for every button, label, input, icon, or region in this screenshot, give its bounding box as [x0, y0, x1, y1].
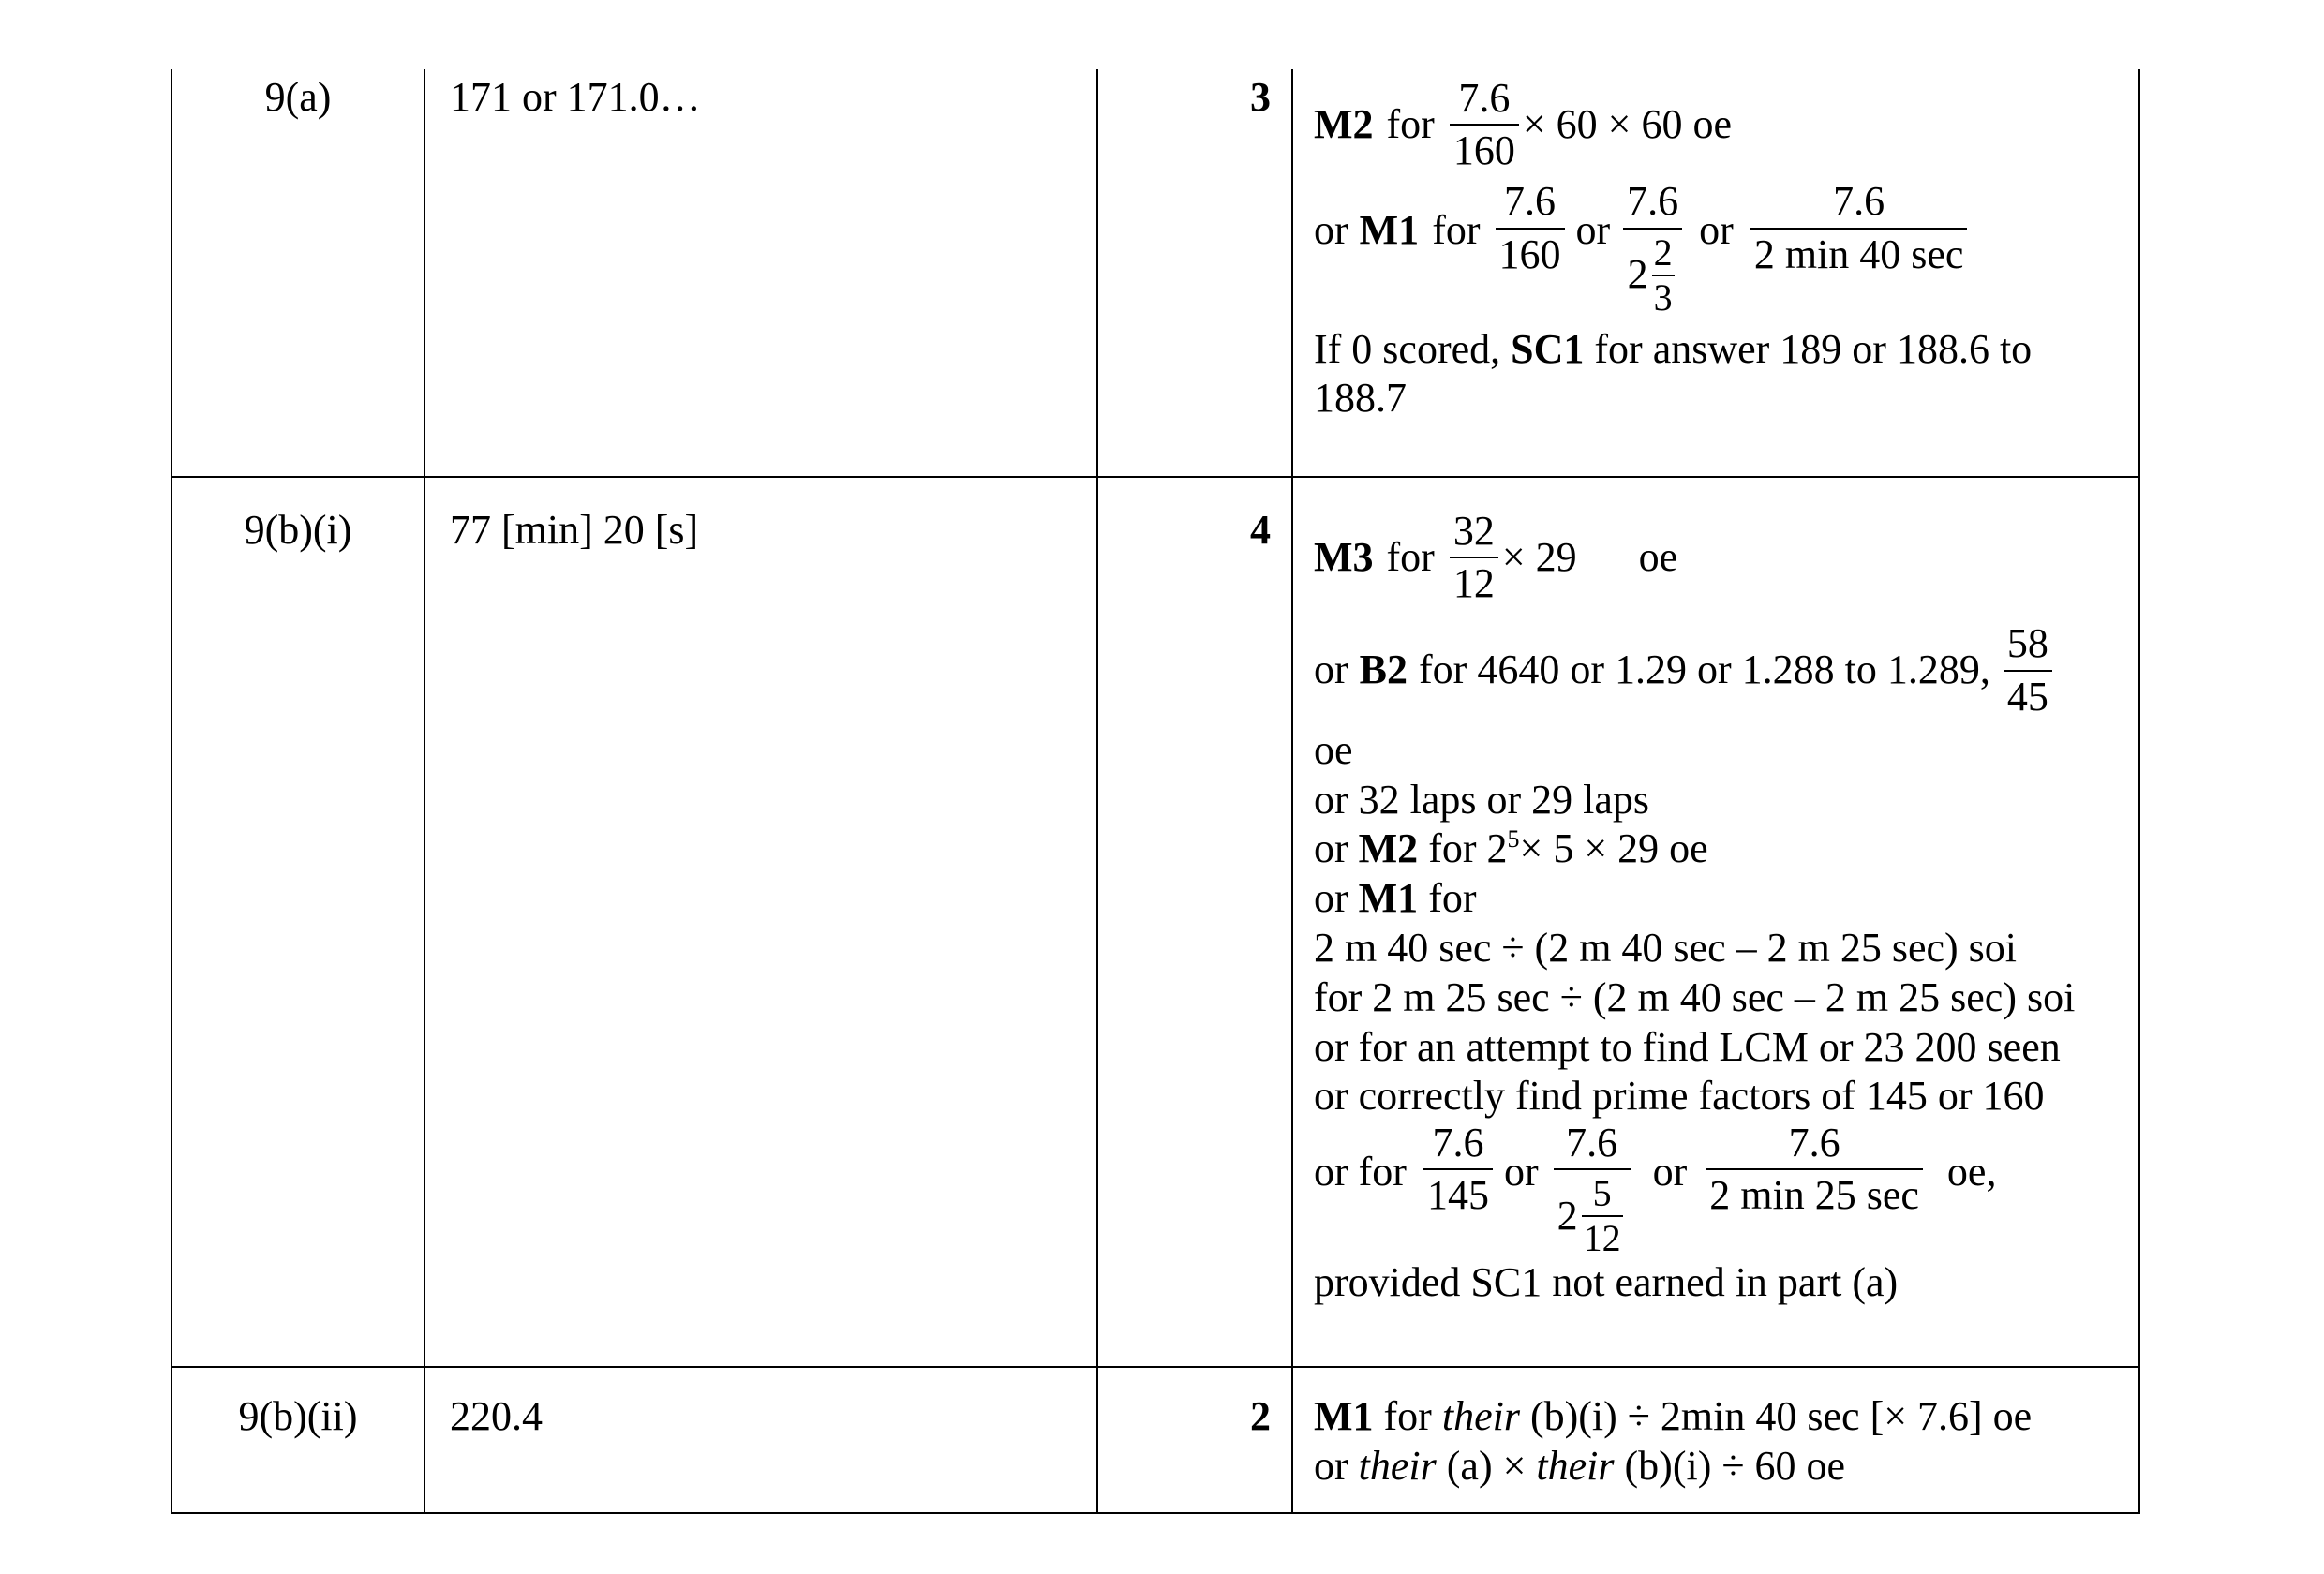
question-number: 9(b)(ii)	[238, 1393, 358, 1439]
question-cell	[171, 69, 425, 477]
guidance-text: or	[1314, 875, 1348, 922]
guidance-cell	[1292, 477, 2139, 1367]
fraction-numerator: 7.6	[1706, 1121, 1923, 1170]
guidance-cell	[1292, 1367, 2139, 1513]
guidance-text: (b)(i) ÷ 60 oe	[1624, 1442, 1846, 1489]
guidance-text: for 2 m 25 sec ÷ (2 m 40 sec – 2 m 25 sec) soi	[1314, 973, 2076, 1020]
fraction-numerator: 5	[1582, 1174, 1623, 1217]
fraction-numerator: 7.6	[1423, 1121, 1493, 1170]
question-cell	[171, 477, 425, 1367]
mark-code: M1	[1358, 875, 1419, 922]
fraction-denominator: 45	[2006, 673, 2048, 720]
mark-code: M2	[1358, 825, 1419, 872]
answer-text: 77 [min] 20 [s]	[450, 507, 699, 553]
fraction-denominator	[1623, 230, 1682, 318]
guidance-text: oe	[1638, 533, 1678, 580]
fraction	[1450, 77, 1519, 172]
fraction-denominator: 160	[1452, 127, 1515, 174]
guidance-text: for	[1386, 533, 1435, 580]
guidance-cell	[1292, 69, 2139, 477]
guidance-line	[1314, 510, 2138, 605]
guidance-text: for 2	[1428, 825, 1508, 872]
fraction-denominator	[1554, 1170, 1631, 1258]
mark-code: SC1	[1511, 325, 1585, 372]
guidance-text: (b)(i) ÷ 2min 40 sec [× 7.6] oe	[1529, 1393, 2033, 1439]
fraction-denominator: 12	[1452, 560, 1495, 607]
table-row	[171, 1367, 2139, 1513]
guidance-line	[1314, 1392, 2138, 1442]
guidance-line	[1314, 77, 2138, 172]
guidance-text: 2 m 40 sec ÷ (2 m 40 sec – 2 m 25 sec) soi	[1314, 924, 2018, 971]
fraction	[2004, 622, 2052, 718]
mixed-fraction	[1554, 1121, 1631, 1258]
fraction-numerator: 7.6	[1450, 77, 1519, 126]
table-row	[171, 477, 2139, 1367]
fraction-numerator: 7.6	[1750, 180, 1968, 229]
guidance-text: for 4640 or 1.29 or 1.288 to 1.289,	[1419, 646, 1990, 693]
guidance-text: × 60 × 60 oe	[1522, 100, 1733, 147]
mark-scheme-table	[171, 69, 2140, 1514]
fraction	[1450, 510, 1498, 605]
guidance-text: or correctly find prime factors of 145 or 160	[1314, 1073, 2045, 1120]
mark-code: M1	[1359, 207, 1420, 254]
guidance-text: If 0 scored,	[1314, 325, 1501, 372]
guidance-text: for	[1432, 207, 1481, 254]
fraction-numerator: 32	[1450, 510, 1498, 558]
guidance-text: or	[1314, 1442, 1348, 1489]
guidance-text: × 29	[1501, 533, 1577, 580]
guidance-line	[1314, 622, 2138, 718]
guidance-text: or for an attempt to find LCM or 23 200 seen	[1314, 1023, 2061, 1070]
guidance-emphasis: their	[1536, 1442, 1615, 1489]
fraction-numerator: 2	[1652, 233, 1675, 276]
answer-cell	[425, 477, 1097, 1367]
fraction-numerator: 58	[2004, 622, 2052, 671]
question-number: 9(b)(i)	[244, 507, 352, 553]
fraction-denominator: 2 min 40 sec	[1753, 230, 1964, 277]
answer-cell	[425, 1367, 1097, 1513]
mark-code: M1	[1314, 1393, 1374, 1439]
answer-cell	[425, 69, 1097, 477]
fraction-denominator: 2 min 25 sec	[1709, 1172, 1919, 1219]
whole-number: 2	[1627, 251, 1648, 298]
guidance-text: or	[1699, 207, 1734, 254]
fraction-denominator: 145	[1426, 1172, 1489, 1219]
guidance-text: for	[1428, 875, 1477, 922]
guidance-line	[1314, 874, 2138, 924]
guidance-text: or for	[1314, 1149, 1407, 1195]
fraction-numerator: 7.6	[1496, 180, 1565, 229]
mark-code: M3	[1314, 533, 1374, 580]
answer-text: 171 or 171.0…	[450, 74, 701, 120]
fraction-denominator: 160	[1498, 230, 1561, 277]
guidance-text: or	[1314, 207, 1348, 254]
marks-cell	[1097, 1367, 1292, 1513]
marks-value: 4	[1250, 507, 1271, 553]
guidance-text: or	[1503, 1149, 1539, 1195]
guidance-line	[1314, 824, 2138, 874]
mark-code: M2	[1314, 100, 1374, 147]
guidance-text: or	[1652, 1149, 1688, 1195]
question-number: 9(a)	[264, 74, 332, 120]
whole-number: 2	[1557, 1193, 1578, 1240]
marks-value: 3	[1250, 74, 1271, 120]
guidance-text: or	[1314, 825, 1348, 872]
guidance-line	[1314, 1121, 2138, 1258]
fraction	[1423, 1121, 1493, 1217]
guidance-text: 188.7	[1314, 375, 1407, 422]
guidance-text: for answer 189 or 188.6 to	[1594, 325, 2033, 372]
answer-text: 220.4	[450, 1393, 543, 1439]
mixed-fraction	[1623, 180, 1682, 317]
guidance-line	[1314, 325, 2138, 375]
guidance-text: or 32 laps or 29 laps	[1314, 776, 1650, 823]
mark-code: B2	[1359, 646, 1408, 693]
marks-cell	[1097, 69, 1292, 477]
guidance-text: (a) ×	[1446, 1442, 1527, 1489]
marks-cell	[1097, 477, 1292, 1367]
guidance-line	[1314, 180, 2138, 317]
fraction-denominator: 12	[1583, 1217, 1621, 1260]
question-cell	[171, 1367, 425, 1513]
guidance-emphasis: their	[1358, 1442, 1437, 1489]
guidance-text: × 5 × 29 oe	[1519, 825, 1708, 872]
fraction	[1706, 1121, 1923, 1217]
guidance-line	[1314, 1442, 2138, 1492]
guidance-text: or	[1314, 646, 1348, 693]
table-row	[171, 69, 2139, 477]
guidance-emphasis: their	[1441, 1393, 1520, 1439]
guidance-text: oe,	[1946, 1149, 1997, 1195]
guidance-text: provided SC1 not earned in part (a)	[1314, 1259, 1899, 1306]
exponent: 5	[1507, 825, 1520, 854]
fraction-denominator: 3	[1653, 275, 1673, 319]
fraction	[1496, 180, 1565, 275]
fraction-numerator: 7.6	[1554, 1121, 1631, 1170]
fraction	[1750, 180, 1968, 275]
marks-value: 2	[1250, 1393, 1271, 1439]
guidance-text: for	[1386, 100, 1435, 147]
guidance-text: oe	[1314, 726, 1353, 773]
guidance-text: for	[1383, 1393, 1432, 1439]
guidance-text: or	[1575, 207, 1611, 254]
fraction-numerator: 7.6	[1623, 180, 1682, 229]
